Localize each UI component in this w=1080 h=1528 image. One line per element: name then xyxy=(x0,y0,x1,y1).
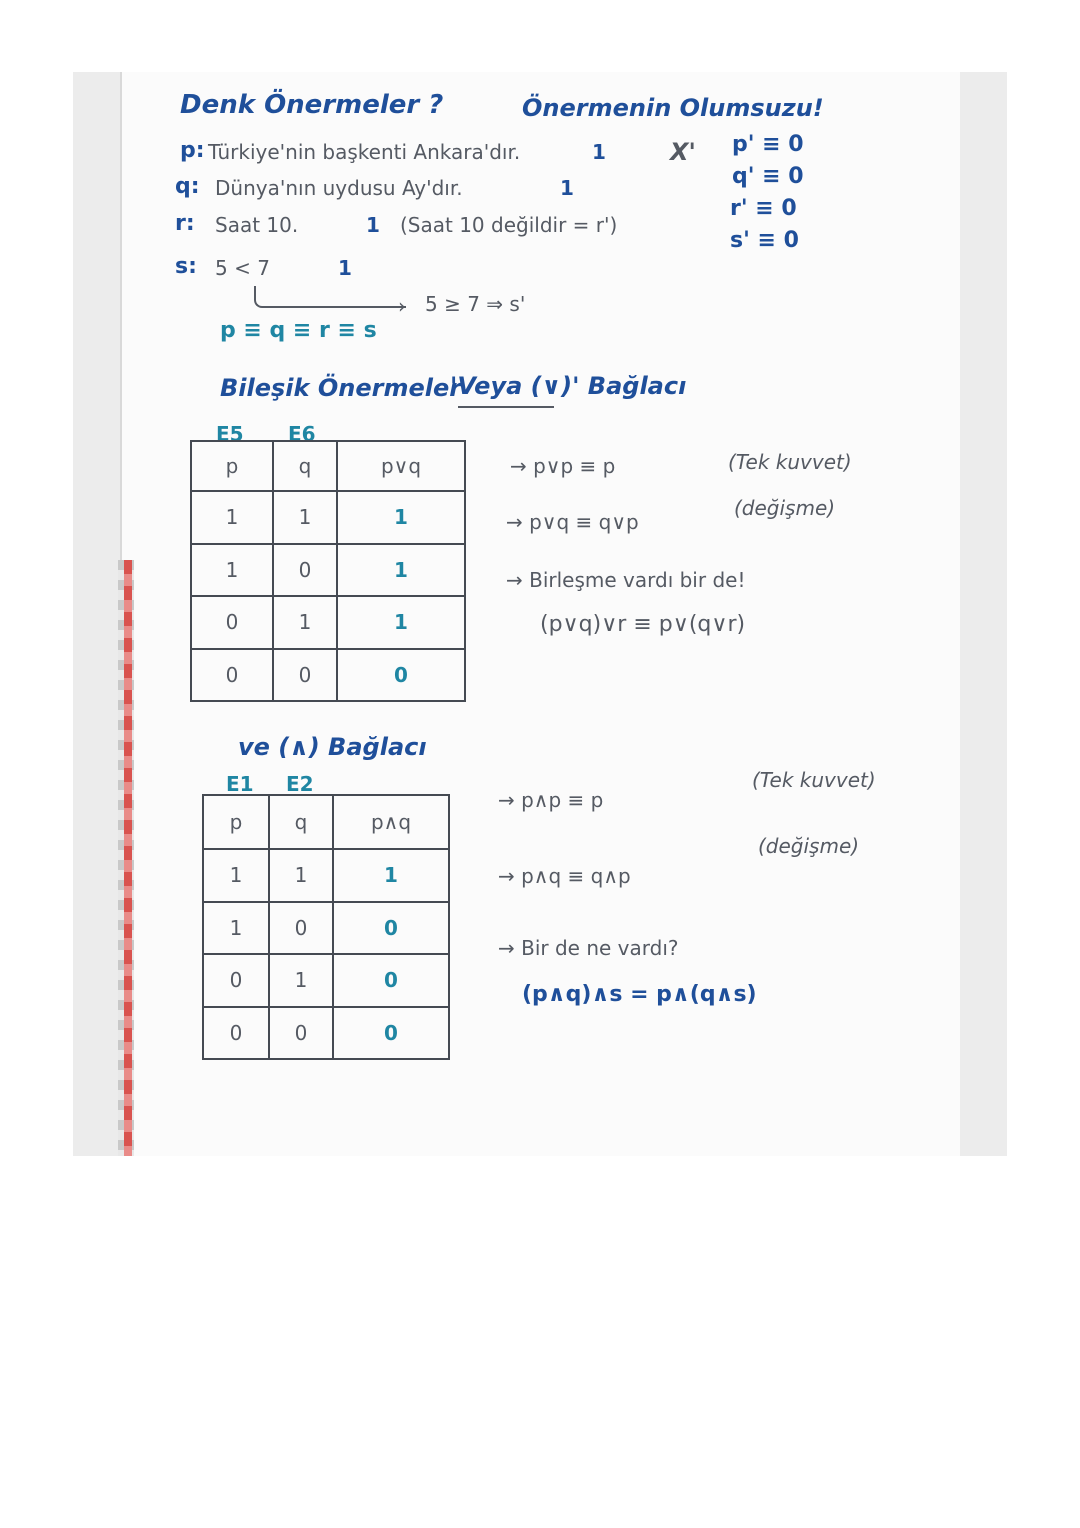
and-result-cell: 0 xyxy=(333,954,449,1007)
notebook-binding xyxy=(118,560,134,1156)
and-rule-1-name: (Tek kuvvet) xyxy=(752,768,876,792)
or-header-q: q xyxy=(273,441,337,491)
equivalence-line: p ≡ q ≡ r ≡ s xyxy=(220,318,377,343)
or-header-p: p xyxy=(191,441,273,491)
and-result-cell: 0 xyxy=(333,1007,449,1060)
table-row xyxy=(191,544,465,597)
or-header-pvq: p∨q xyxy=(337,441,465,491)
or-rule-1-name: (Tek kuvvet) xyxy=(728,450,852,474)
and-rule-4: (p∧q)∧s = p∧(q∧s) xyxy=(522,982,757,1007)
or-result-cell: 0 xyxy=(337,649,465,702)
title-denk-onermeler: Denk Önermeler ? xyxy=(180,90,444,120)
prop-p-value: 1 xyxy=(592,140,606,164)
and-cell: 0 xyxy=(269,1007,333,1060)
truth-table-or xyxy=(190,440,466,702)
negation-p: p' ≡ 0 xyxy=(732,132,804,157)
or-cell: 0 xyxy=(273,649,337,702)
prop-q-label: q: xyxy=(175,174,200,199)
and-rule-2: → p∧q ≡ q∧p xyxy=(498,864,631,888)
and-cell: 0 xyxy=(203,954,269,1007)
element-tag-e5: E5 xyxy=(216,422,244,446)
table-row xyxy=(191,596,465,649)
prop-q-text: Dünya'nın uydusu Ay'dır. xyxy=(215,176,463,200)
or-cell: 0 xyxy=(273,544,337,597)
table-row xyxy=(191,649,465,702)
veya-underline xyxy=(458,406,554,408)
prop-r-label: r: xyxy=(175,211,195,236)
element-tag-e1: E1 xyxy=(226,772,254,796)
table-row xyxy=(203,954,449,1007)
negation-mark: X' xyxy=(670,138,696,166)
and-cell: 0 xyxy=(269,902,333,955)
or-result-cell: 1 xyxy=(337,596,465,649)
prop-r-value: 1 xyxy=(366,213,380,237)
title-bilesik-onermeler: Bileşik Önermeler xyxy=(220,374,462,402)
title-ve-baglaci: ve (∧) Bağlacı xyxy=(238,733,427,761)
and-cell: 1 xyxy=(203,849,269,902)
title-onermenin-olumsuzu: Önermenin Olumsuzu! xyxy=(522,94,824,122)
negation-arrow xyxy=(254,286,406,308)
or-result-cell: 1 xyxy=(337,544,465,597)
or-cell: 1 xyxy=(273,491,337,544)
element-tag-e6: E6 xyxy=(288,422,316,446)
prop-r-note: (Saat 10 değildir = r') xyxy=(400,213,618,237)
or-result-cell: 1 xyxy=(337,491,465,544)
arrow-head-icon: › xyxy=(398,294,406,318)
and-header-p: p xyxy=(203,795,269,849)
and-rule-3: → Bir de ne vardı? xyxy=(498,936,679,960)
or-rule-4: (p∨q)∨r ≡ p∨(q∨r) xyxy=(540,612,746,637)
and-header-q: q xyxy=(269,795,333,849)
table-row xyxy=(191,491,465,544)
and-cell: 0 xyxy=(203,1007,269,1060)
and-cell: 1 xyxy=(269,954,333,1007)
and-result-cell: 1 xyxy=(333,849,449,902)
or-cell: 0 xyxy=(191,649,273,702)
and-header-paq: p∧q xyxy=(333,795,449,849)
element-tag-e2: E2 xyxy=(286,772,314,796)
table-row xyxy=(203,902,449,955)
prop-s-text: 5 < 7 xyxy=(215,256,270,280)
or-rule-1: → p∨p ≡ p xyxy=(510,454,616,478)
or-rule-2-name: (değişme) xyxy=(734,496,836,520)
prop-s-value: 1 xyxy=(338,256,352,280)
arrow-result: 5 ≥ 7 ⇒ s' xyxy=(425,292,526,316)
prop-q-value: 1 xyxy=(560,176,574,200)
truth-table-and xyxy=(202,794,450,1060)
and-rule-1: → p∧p ≡ p xyxy=(498,788,604,812)
prop-p-text: Türkiye'nin başkenti Ankara'dır. xyxy=(208,140,521,164)
or-rule-3: → Birleşme vardı bir de! xyxy=(506,568,746,592)
prop-r-text: Saat 10. xyxy=(215,213,299,237)
table-row xyxy=(203,849,449,902)
or-cell: 1 xyxy=(191,491,273,544)
and-cell: 1 xyxy=(203,902,269,955)
negation-q: q' ≡ 0 xyxy=(732,164,804,189)
prop-p-label: p: xyxy=(180,138,205,163)
and-result-cell: 0 xyxy=(333,902,449,955)
or-cell: 1 xyxy=(191,544,273,597)
or-cell: 1 xyxy=(273,596,337,649)
and-cell: 1 xyxy=(269,849,333,902)
or-rule-2: → p∨q ≡ q∨p xyxy=(506,510,639,534)
table-row xyxy=(203,1007,449,1060)
title-veya-baglaci: 'Veya (∨)' Bağlacı xyxy=(450,372,687,400)
negation-r: r' ≡ 0 xyxy=(730,196,797,221)
or-cell: 0 xyxy=(191,596,273,649)
and-rule-2-name: (değişme) xyxy=(758,834,860,858)
negation-s: s' ≡ 0 xyxy=(730,228,799,253)
prop-s-label: s: xyxy=(175,254,197,279)
